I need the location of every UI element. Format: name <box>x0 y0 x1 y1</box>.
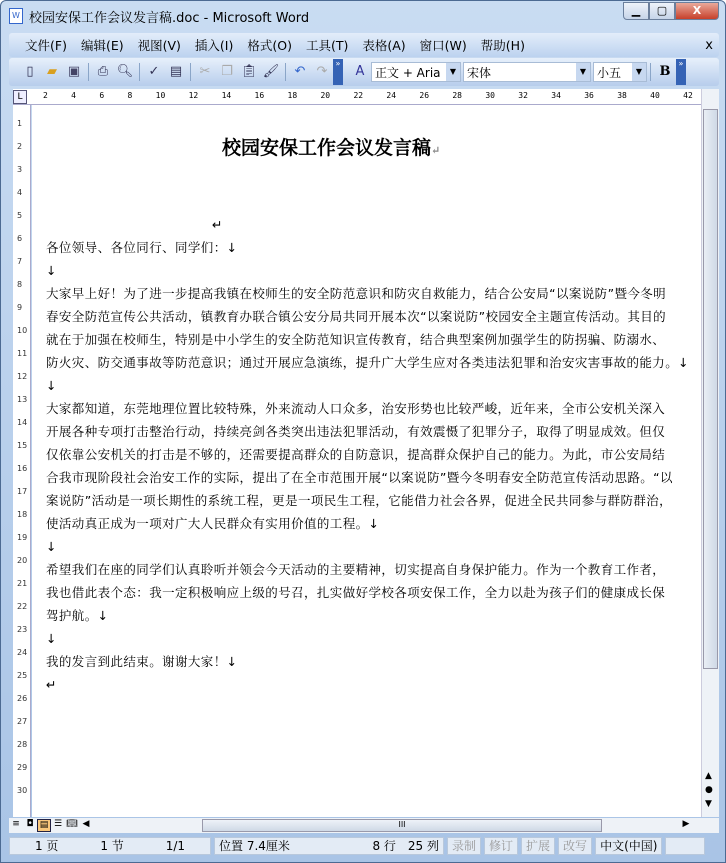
vruler-tick-label: 27 <box>17 717 28 726</box>
vruler-tick-label: 19 <box>17 533 28 542</box>
vruler-tick-label: 15 <box>17 441 28 450</box>
reading-view-icon[interactable]: 📖︎ <box>66 819 78 829</box>
document-line: ↵ <box>46 677 57 692</box>
status-extend[interactable]: 扩展 <box>521 837 555 855</box>
document-line: ↓ <box>46 378 57 393</box>
ruler-tick-label: 38 <box>617 91 627 100</box>
vruler-tick-label: 11 <box>17 349 28 358</box>
document-line: 春安全防范宣传公共活动，镇教育办联合镇公安分局共同开展本次“以案说防”校园安全主题宣传活动。其目的 <box>46 309 667 324</box>
next-page-icon[interactable]: ▼ <box>705 799 712 809</box>
vruler-tick-label: 5 <box>17 211 23 220</box>
close-document-button[interactable]: x <box>705 37 713 53</box>
ruler-tick-label: 36 <box>584 91 594 100</box>
open-icon[interactable]: ▰ <box>47 64 57 79</box>
maximize-button[interactable]: ▢ <box>649 2 675 20</box>
vruler-tick-label: 17 <box>17 487 28 496</box>
menu-insert[interactable]: 插入(I) <box>194 38 234 53</box>
vruler-tick-label: 24 <box>17 648 28 657</box>
vertical-ruler <box>13 105 31 817</box>
menu-bar <box>9 33 719 57</box>
ruler-tick-label: 8 <box>127 91 133 100</box>
vruler-tick-label: 16 <box>17 464 28 473</box>
ruler-tick-label: 18 <box>287 91 298 100</box>
status-page: 1 页 <box>34 839 59 853</box>
menu-help[interactable]: 帮助(H) <box>480 38 525 53</box>
normal-view-icon[interactable]: ≡ <box>12 819 20 829</box>
vruler-tick-label: 18 <box>17 510 28 519</box>
document-line: ↓ <box>46 539 57 554</box>
menu-edit[interactable]: 编辑(E) <box>80 38 124 53</box>
font-size-select[interactable]: 小五 ▼ <box>593 62 647 82</box>
vruler-tick-label: 21 <box>17 579 28 588</box>
new-icon[interactable]: ▯ <box>26 64 34 79</box>
font-select[interactable]: 宋体 ▼ <box>463 62 591 82</box>
vruler-tick-label: 2 <box>17 142 23 151</box>
web-view-icon[interactable]: ◘ <box>26 819 34 829</box>
hscroll-thumb[interactable]: III <box>202 819 602 832</box>
status-language[interactable]: 中文(中国) <box>595 837 662 855</box>
vruler-tick-label: 7 <box>17 257 23 266</box>
print-preview-icon[interactable]: 🔍︎ <box>116 64 134 79</box>
ruler-tick-label: 16 <box>254 91 265 100</box>
title-bar <box>1 1 725 31</box>
cut-icon[interactable]: ✂ <box>199 64 211 79</box>
vruler-tick-label: 29 <box>17 763 28 772</box>
ruler-tick-label: 14 <box>221 91 232 100</box>
bold-button[interactable]: B <box>659 64 671 79</box>
undo-icon[interactable]: ↶ <box>294 64 306 79</box>
status-line: 8 行 <box>372 839 396 853</box>
close-button[interactable]: X <box>675 2 719 20</box>
document-line: 合我市现阶段社会治安工作的实际，提出了在全市范围开展“以案说防”暨今冬明春安全防范宣传活动思路。“以 <box>46 470 673 485</box>
chevron-down-icon: ▼ <box>632 63 646 81</box>
document-line: 大家早上好！为了进一步提高我镇在校师生的安全防范意识和防灾自救能力，结合公安局“以案说防”暨今冬明 <box>46 286 667 301</box>
ruler-tick-label: 20 <box>320 91 331 100</box>
menu-table[interactable]: 表格(A) <box>362 38 406 53</box>
ruler-tick-label: 40 <box>650 91 660 100</box>
toolbar-options-icon[interactable]: » <box>333 59 343 85</box>
menu-window[interactable]: 窗口(W) <box>419 38 467 53</box>
ruler-tick-label: 30 <box>485 91 495 100</box>
toolbar <box>9 58 719 86</box>
chevron-down-icon: ▼ <box>576 63 590 81</box>
save-icon[interactable]: ▣ <box>67 64 81 79</box>
vruler-tick-label: 14 <box>17 418 28 427</box>
document-line: 我也借此表个态：我一定积极响应上级的号召，扎实做好学校各项安保工作，全力以赴为孩子们的健康成长保 <box>46 585 666 600</box>
document-line: 各位领导、各位同行、同学们：↓ <box>46 240 238 255</box>
document-line: 案说防”活动是一项长期性的系统工程，更是一项民生工程，它能借力社会各界，促进全民共同参与群防群治， <box>46 493 673 508</box>
ruler-tick-label: 32 <box>518 91 528 100</box>
ruler-tick-label: 4 <box>71 91 76 100</box>
document-line: 希望我们在座的同学们认真聆听并领会今天活动的主要精神，切实提高自身保护能力。作为一个教育工作者， <box>46 562 666 577</box>
browse-object-icon[interactable]: ● <box>705 785 713 795</box>
document-line: ↓ <box>46 631 57 646</box>
horizontal-scrollbar[interactable] <box>9 818 719 833</box>
status-column: 25 列 <box>407 839 439 853</box>
ruler-tick-label: 22 <box>353 91 364 100</box>
vruler-tick-label: 22 <box>17 602 28 611</box>
document-body[interactable] <box>46 213 696 696</box>
vruler-tick-label: 20 <box>17 556 28 565</box>
menu-tools[interactable]: 工具(T) <box>305 38 349 53</box>
document-line: ↓ <box>46 263 57 278</box>
vruler-tick-label: 6 <box>17 234 23 243</box>
vertical-scrollbar[interactable] <box>701 89 719 817</box>
document-title: 校园安保工作会议发言稿↵ <box>222 137 441 159</box>
ruler-tick-label: 12 <box>188 91 199 100</box>
status-pages: 1/1 <box>165 839 186 853</box>
menu-file[interactable]: 文件(F) <box>25 38 67 53</box>
horizontal-ruler[interactable] <box>13 89 701 105</box>
research-icon[interactable]: ▤ <box>169 64 183 79</box>
ruler-tick-label: 6 <box>99 91 105 100</box>
status-bar <box>9 835 719 857</box>
scroll-left-icon[interactable]: ◀ <box>82 819 90 829</box>
styles-icon[interactable]: A <box>355 64 365 79</box>
vruler-tick-label: 13 <box>17 395 28 404</box>
vruler-tick-label: 28 <box>17 740 28 749</box>
copy-icon[interactable]: ❐ <box>221 64 233 79</box>
menu-view[interactable]: 视图(V) <box>137 38 181 53</box>
word-doc-icon: W <box>9 8 23 24</box>
style-select[interactable]: 正文 + Aria ▼ <box>371 62 461 82</box>
vruler-tick-label: 10 <box>17 326 28 335</box>
format-painter-icon[interactable]: 🖌︎ <box>262 64 280 79</box>
spelling-icon[interactable]: ✓ <box>148 64 160 79</box>
status-section: 1 节 <box>100 839 124 853</box>
status-track-changes[interactable]: 修订 <box>484 837 518 855</box>
status-overtype[interactable]: 改写 <box>558 837 592 855</box>
vruler-tick-label: 25 <box>17 671 28 680</box>
toolbar-options-icon[interactable]: » <box>676 59 686 85</box>
ruler-tick-label: 26 <box>419 91 430 100</box>
document-line: 我的发言到此结束。谢谢大家！↓ <box>46 654 238 669</box>
status-record[interactable]: 录制 <box>447 837 481 855</box>
document-line: 大家都知道，东莞地理位置比较特殊，外来流动人口众多，治安形势也比较严峻，近年来，全市公安机关深入 <box>46 401 666 416</box>
document-line: 驾护航。↓ <box>46 608 109 623</box>
previous-page-icon[interactable]: ▲ <box>705 771 712 781</box>
redo-icon[interactable]: ↷ <box>316 64 328 79</box>
scroll-thumb[interactable] <box>703 109 718 669</box>
tab-selector[interactable]: L <box>13 90 27 104</box>
ruler-tick-label: 28 <box>452 91 462 100</box>
ruler-tick-label: 34 <box>551 91 561 100</box>
document-page[interactable] <box>32 105 701 817</box>
window-title: 校园安保工作会议发言稿.doc - Microsoft Word <box>29 10 310 26</box>
document-line: 使活动真正成为一项对广大人民群众有实用价值的工程。↓ <box>46 516 380 531</box>
vruler-tick-label: 23 <box>17 625 28 634</box>
status-position: 位置 7.4厘米 <box>219 839 290 853</box>
vruler-tick-label: 12 <box>17 372 28 381</box>
document-line: 仅依靠公安机关的打击是不够的，还需要提高群众的自防意识，提高群众保护自己的能力。为此，市公安局结 <box>46 447 666 462</box>
vruler-tick-label: 26 <box>17 694 28 703</box>
scroll-right-icon[interactable]: ▶ <box>682 819 690 829</box>
document-line: 开展各种专项打击整治行动，持续亮剑各类突出违法犯罪活动，有效震慑了犯罪分子，取得了明显成效。但仅 <box>46 424 666 439</box>
outline-view-icon[interactable]: ☰ <box>53 819 63 829</box>
document-line: 防火灾、防交通事故等防范意识；通过开展应急演练，提升广大学生应对各类违法犯罪和治安灾害事故的能力。↓ <box>46 355 689 370</box>
vruler-tick-label: 1 <box>17 119 23 128</box>
paste-icon[interactable]: 📋︎ <box>240 64 258 79</box>
chevron-down-icon: ▼ <box>446 63 460 81</box>
ruler-tick-label: 42 <box>683 91 693 100</box>
minimize-button[interactable]: ▁ <box>623 2 649 20</box>
document-line: ↵ <box>212 217 223 232</box>
vruler-tick-label: 4 <box>17 188 23 197</box>
print-layout-icon[interactable]: ▤ <box>37 819 51 832</box>
print-icon[interactable]: ⎙ <box>97 64 109 79</box>
ruler-tick-label: 2 <box>43 91 48 100</box>
menu-format[interactable]: 格式(O) <box>247 38 292 53</box>
vruler-tick-label: 8 <box>17 280 23 289</box>
ruler-tick-label: 24 <box>386 91 397 100</box>
vruler-tick-label: 3 <box>17 165 23 174</box>
status-spare <box>665 837 705 855</box>
vruler-tick-label: 9 <box>17 303 23 312</box>
vruler-tick-label: 30 <box>17 786 28 795</box>
ruler-tick-label: 10 <box>155 91 166 100</box>
document-line: 就在于加强在校师生，特别是中小学生的安全防范知识宣传教育，结合典型案例加强学生的防拐骗、防溺水、 <box>46 332 666 347</box>
